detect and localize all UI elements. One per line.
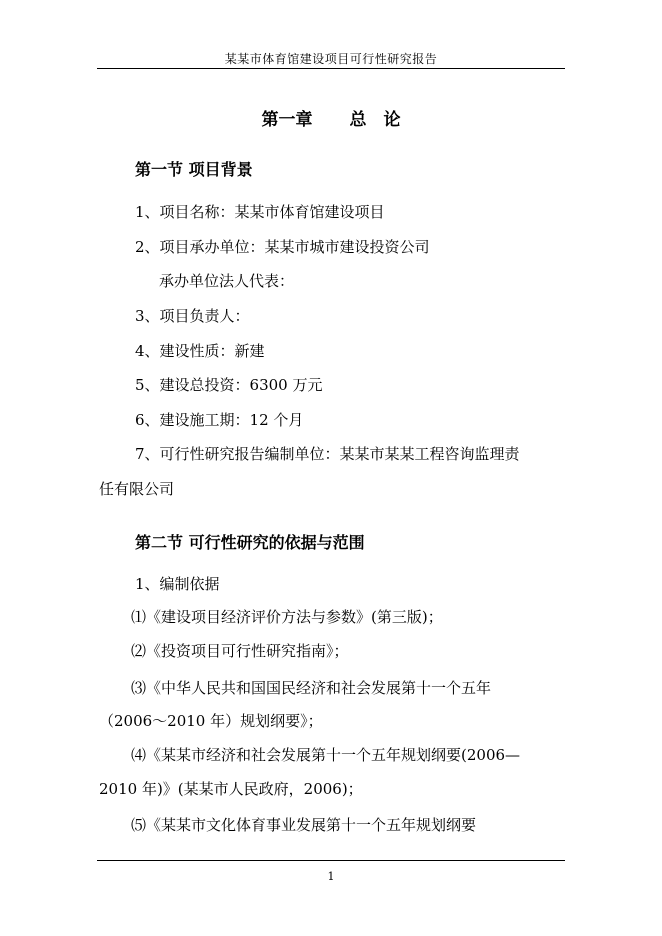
chapter-title: 第一章 总 论 (261, 110, 401, 130)
section-title-background: 第一节 项目背景 (135, 160, 253, 179)
body-line: 7、可行性研究报告编制单位：某某市某某工程咨询监理责 (135, 445, 520, 463)
body-line: ⑵《投资项目可行性研究指南》； (131, 642, 349, 660)
body-line: 任有限公司 (99, 480, 175, 498)
body-line: ⑴《建设项目经济评价方法与参数》(第三版)； (131, 608, 443, 626)
body-line: 承办单位法人代表： (159, 272, 295, 290)
body-line: ⑶《中华人民共和国国民经济和社会发展第十一个五年 (131, 679, 492, 697)
body-line: 1、项目名称：某某市体育馆建设项目 (135, 203, 385, 221)
body-line: 5、建设总投资：6300 万元 (135, 376, 323, 394)
section-title-basis-and-scope: 第二节 可行性研究的依据与范围 (135, 533, 365, 552)
body-line: 2、项目承办单位：某某市城市建设投资公司 (135, 238, 430, 256)
header-rule (97, 68, 565, 69)
body-line: 6、建设施工期：12 个月 (135, 411, 304, 429)
body-line: 3、项目负责人： (135, 307, 250, 325)
body-line: ⑸《某某市文化体育事业发展第十一个五年规划纲要 (131, 816, 477, 834)
footer-rule (97, 860, 565, 861)
body-line: （2006～2010 年）规划纲要》； (99, 712, 323, 730)
body-line: 1、编制依据 (135, 575, 220, 593)
body-line: 2010 年)》(某某市人民政府，2006)； (99, 780, 363, 798)
page-number: 1 (327, 870, 335, 883)
body-line: ⑷《某某市经济和社会发展第十一个五年规划纲要(2006— (131, 746, 521, 764)
body-line: 4、建设性质：新建 (135, 342, 265, 360)
running-header: 某某市体育馆建设项目可行性研究报告 (224, 52, 438, 66)
